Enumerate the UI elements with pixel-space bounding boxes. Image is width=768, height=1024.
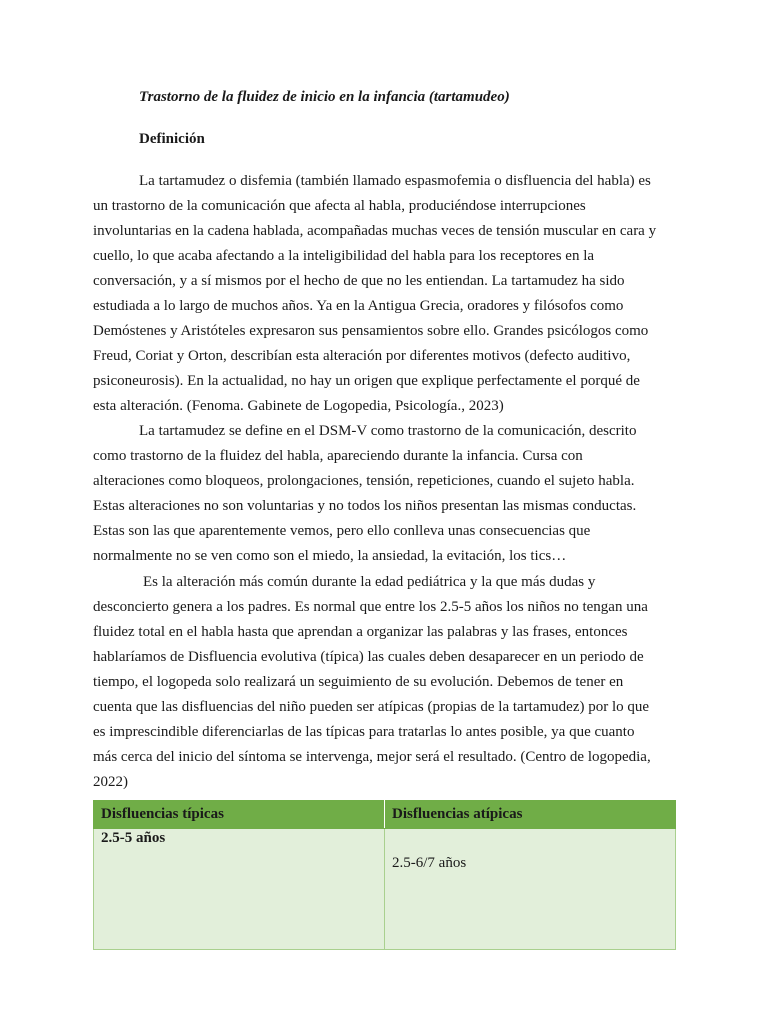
text-line: normalmente no se ven como son el miedo, la ansiedad, la evitación, los tics…	[93, 548, 567, 564]
text-line: cuenta que las disfluencias del niño pueden ser atípicas (propias de la tartamudez) por lo que	[93, 699, 650, 715]
table-header-cell: Disfluencias típicas	[94, 801, 385, 829]
section-heading: Definición	[139, 131, 205, 147]
table-cell: 2.5-6/7 años	[385, 829, 676, 950]
text-line: psiconeurosis). En la actualidad, no hay un origen que explique perfectamente el porqué de	[93, 373, 640, 389]
text-line: es imprescindible diferenciarlas de las típicas para tratarlas lo antes posible, ya que cuanto	[93, 724, 635, 740]
text-line: La tartamudez o disfemia (también llamado espasmofemia o disfluencia del habla) es	[139, 173, 651, 189]
text-line: más cerca del inicio del síntoma se intervenga, mejor será el resultado. (Centro de logopedia,	[93, 749, 651, 765]
text-line: esta alteración. (Fenoma. Gabinete de Logopedia, Psicología., 2023)	[93, 398, 504, 414]
text-line: cuello, lo que acaba afectando a la inteligibilidad del habla para los receptores en la	[93, 248, 595, 264]
text-line: estudiada a lo largo de muchos años. Ya en la Antigua Grecia, oradores y filósofos como	[93, 298, 624, 314]
text-line: Estas alteraciones no son voluntarias y no todos los niños presentan las mismas conductas.	[93, 498, 637, 514]
text-line: como trastorno de la fluidez del habla, apareciendo durante la infancia. Cursa con	[93, 448, 583, 464]
text-line: desconcierto genera a los padres. Es normal que entre los 2.5-5 años los niños no tengan una	[93, 599, 648, 615]
table-header-cell: Disfluencias atípicas	[385, 801, 676, 829]
text-line: La tartamudez se define en el DSM-V como trastorno de la comunicación, descrito	[139, 423, 637, 439]
text-line: hablaríamos de Disfluencia evolutiva (típica) las cuales deben desaparecer en un periodo de	[93, 649, 644, 665]
table-header-row	[94, 801, 676, 829]
document-title: Trastorno de la fluidez de inicio en la infancia (tartamudeo)	[139, 89, 510, 105]
text-line: Es la alteración más común durante la edad pediátrica y la que más dudas y	[143, 574, 596, 590]
text-line: conversación, y a sí mismos por el hecho de que no les entiendan. La tartamudez ha sido	[93, 273, 625, 289]
text-line: 2022)	[93, 774, 128, 790]
text-line: fluidez total en el habla hasta que aprendan a organizar las palabras y las frases, entonces	[93, 624, 628, 640]
table-cell: 2.5-5 años	[94, 829, 385, 950]
text-line: tiempo, el logopeda solo realizará un seguimiento de su evolución. Debemos de tener en	[93, 674, 624, 690]
table-row	[94, 829, 676, 950]
disfluency-table	[93, 800, 676, 950]
text-line: Demóstenes y Aristóteles expresaron sus pensamientos sobre ello. Grandes psicólogos como	[93, 323, 649, 339]
text-line: Freud, Coriat y Orton, describían esta alteración por diferentes motivos (defecto auditivo,	[93, 348, 631, 364]
text-line: Estas son las que aparentemente vemos, pero ello conlleva unas consecuencias que	[93, 523, 591, 539]
text-line: involuntarias en la cadena hablada, acompañadas muchas veces de tensión muscular en cara y	[93, 223, 657, 239]
text-line: un trastorno de la comunicación que afecta al habla, produciéndose interrupciones	[93, 198, 586, 214]
text-line: alteraciones como bloqueos, prolongaciones, tensión, repeticiones, cuando el sujeto habla.	[93, 473, 635, 489]
